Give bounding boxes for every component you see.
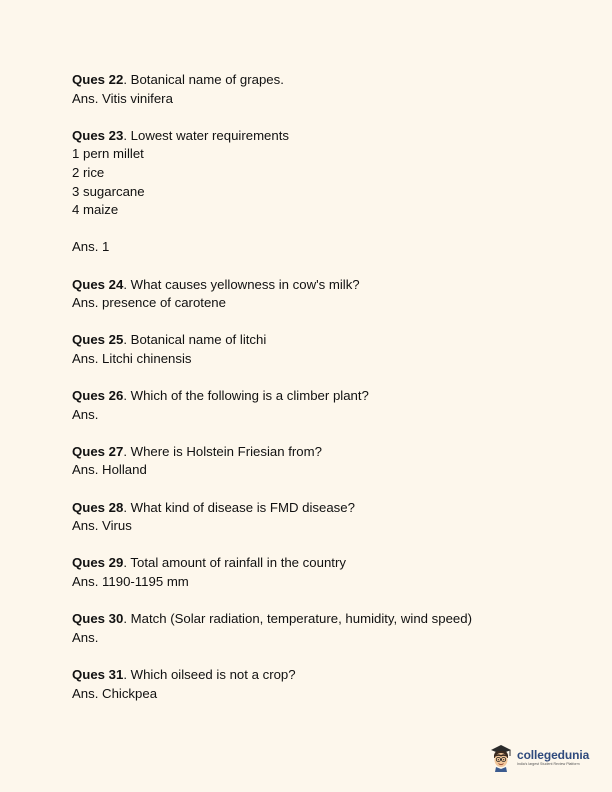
question-line bbox=[72, 666, 552, 685]
question-line bbox=[72, 276, 552, 295]
question-line bbox=[72, 443, 552, 462]
brand-tagline: India's largest Student Review Platform bbox=[517, 762, 580, 766]
question-27 bbox=[72, 443, 552, 480]
answer-text: Ans. presence of carotene bbox=[72, 295, 226, 311]
question-label: Ques 22 bbox=[72, 72, 124, 87]
question-line bbox=[72, 127, 552, 146]
question-label: Ques 30 bbox=[72, 611, 124, 627]
question-text: . Match (Solar radiation, temperature, humidity, wind speed) bbox=[123, 611, 472, 627]
graduate-mascot-icon bbox=[489, 743, 513, 773]
blank-line bbox=[72, 220, 552, 239]
question-label: Ques 25 bbox=[72, 332, 124, 348]
option-3: 3 sugarcane bbox=[72, 183, 145, 199]
logo-text bbox=[517, 749, 589, 767]
option-1: 1 pern millet bbox=[72, 146, 144, 162]
question-31 bbox=[72, 666, 552, 703]
question-text: . What causes yellowness in cow's milk? bbox=[123, 276, 360, 292]
answer-text: Ans. bbox=[72, 629, 99, 645]
question-text: . Which oilseed is not a crop? bbox=[123, 667, 296, 682]
question-line bbox=[72, 554, 552, 573]
question-label: Ques 23 bbox=[72, 127, 124, 143]
question-line bbox=[72, 610, 552, 629]
question-label: Ques 26 bbox=[72, 388, 124, 404]
question-line bbox=[72, 499, 552, 518]
question-line bbox=[72, 387, 552, 406]
question-24 bbox=[72, 276, 552, 313]
question-28 bbox=[72, 499, 552, 536]
question-line bbox=[72, 71, 552, 90]
question-text: . Botanical name of litchi bbox=[123, 332, 267, 348]
question-label: Ques 31 bbox=[72, 667, 124, 682]
question-list bbox=[72, 71, 552, 722]
answer-text: Ans. Litchi chinensis bbox=[72, 350, 192, 366]
question-22 bbox=[72, 71, 552, 108]
question-23 bbox=[72, 127, 552, 257]
answer-text: Ans. 1 bbox=[72, 239, 110, 255]
option-2: 2 rice bbox=[72, 164, 105, 180]
question-label: Ques 28 bbox=[72, 499, 124, 515]
answer-text: Ans. Vitis vinifera bbox=[72, 90, 173, 106]
answer-text: Ans. Virus bbox=[72, 518, 132, 534]
question-text: . Total amount of rainfall in the country bbox=[123, 555, 346, 571]
answer-text: Ans. bbox=[72, 406, 99, 422]
question-text: . What kind of disease is FMD disease? bbox=[123, 499, 355, 515]
collegedunia-logo[interactable] bbox=[489, 743, 589, 773]
option-4: 4 maize bbox=[72, 202, 119, 218]
answer-text: Ans. Chickpea bbox=[72, 685, 158, 701]
question-29 bbox=[72, 554, 552, 591]
question-text: . Which of the following is a climber plant? bbox=[123, 388, 369, 404]
question-26 bbox=[72, 387, 552, 424]
question-label: Ques 29 bbox=[72, 555, 124, 571]
question-text: . Botanical name of grapes. bbox=[123, 72, 284, 87]
answer-text: Ans. 1190-1195 mm bbox=[72, 574, 189, 590]
question-25 bbox=[72, 331, 552, 368]
brand-name: collegedunia bbox=[517, 748, 590, 762]
question-line bbox=[72, 331, 552, 350]
question-text: . Lowest water requirements bbox=[123, 127, 289, 143]
question-text: . Where is Holstein Friesian from? bbox=[123, 443, 322, 459]
question-30 bbox=[72, 610, 552, 647]
answer-text: Ans. Holland bbox=[72, 462, 147, 478]
question-label: Ques 27 bbox=[72, 443, 124, 459]
question-label: Ques 24 bbox=[72, 276, 124, 292]
